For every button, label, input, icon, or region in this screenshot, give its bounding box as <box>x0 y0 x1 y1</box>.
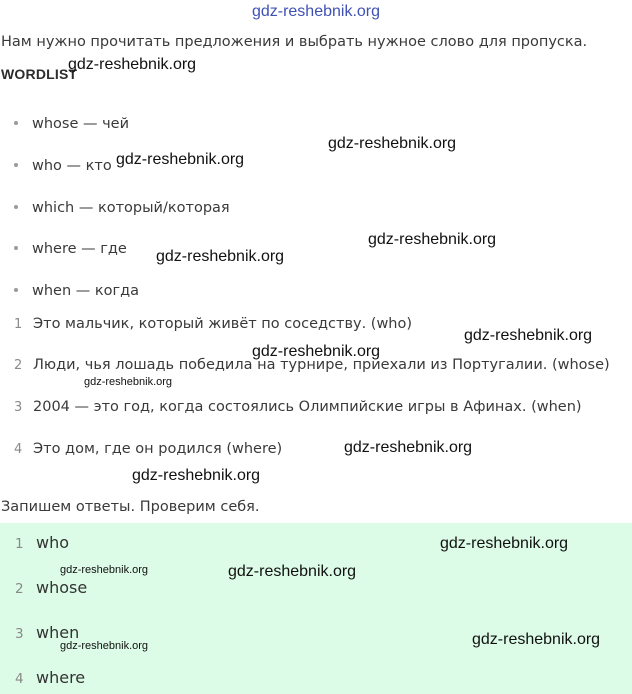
wordlist-item-text: where — где <box>32 241 127 257</box>
wordlist-item-text: which — который/которая <box>32 200 230 216</box>
wordlist-item <box>14 241 127 257</box>
answer-item <box>15 668 85 687</box>
bullet-icon <box>14 246 18 250</box>
answer-text: when <box>36 623 80 642</box>
watermark: gdz-reshebnik.org <box>328 135 457 152</box>
watermark: gdz-reshebnik.org <box>60 564 149 576</box>
intro-text: Нам нужно прочитать предложения и выбрать нужное слово для пропуска. <box>1 34 588 50</box>
answer-number: 3 <box>15 626 24 642</box>
answer-number: 1 <box>15 536 24 552</box>
sentence-text: 2004 — это год, когда состоялись Олимпийские игры в Афинах. (when) <box>33 399 582 415</box>
watermark: gdz-reshebnik.org <box>84 376 173 388</box>
watermark: gdz-reshebnik.org <box>156 248 285 265</box>
wordlist-heading: WORDLIST <box>1 66 78 82</box>
watermark: gdz-reshebnik.org <box>132 467 261 484</box>
bullet-icon <box>14 121 18 125</box>
sentence-number: 3 <box>14 400 23 415</box>
answer-item <box>15 533 69 552</box>
watermark: gdz-reshebnik.org <box>440 535 569 552</box>
watermark: gdz-reshebnik.org <box>368 231 497 248</box>
sentence-text: Это мальчик, который живёт по соседству. (who) <box>33 316 413 332</box>
watermark: gdz-reshebnik.org <box>60 640 149 652</box>
answer-number: 4 <box>15 671 24 687</box>
answer-text: who <box>36 533 70 552</box>
wordlist-item-text: who — кто <box>32 158 112 174</box>
watermark: gdz-reshebnik.org <box>252 343 381 360</box>
sentence-item <box>14 441 282 457</box>
watermark: gdz-reshebnik.org <box>68 56 197 73</box>
sentence-text: Люди, чья лошадь победила на турнире, приехали из Португалии. (whose) <box>33 357 610 373</box>
answer-text: where <box>36 668 86 687</box>
watermark: gdz-reshebnik.org <box>464 327 593 344</box>
bullet-icon <box>14 205 18 209</box>
bullet-icon <box>14 163 18 167</box>
sentence-number: 2 <box>14 358 23 373</box>
wordlist-item <box>14 158 112 174</box>
wordlist-item-text: when — когда <box>32 283 140 299</box>
answer-text: whose <box>36 578 88 597</box>
sentence-item <box>14 316 412 332</box>
watermark: gdz-reshebnik.org <box>116 151 245 168</box>
wordlist-item <box>14 200 230 216</box>
wordlist-item <box>14 116 129 132</box>
sentence-item <box>14 399 582 415</box>
bullet-icon <box>14 288 18 292</box>
watermark: gdz-reshebnik.org <box>472 631 601 648</box>
answer-number: 2 <box>15 581 24 597</box>
watermark: gdz-reshebnik.org <box>228 563 357 580</box>
wordlist-item <box>14 283 139 299</box>
answers-intro: Запишем ответы. Проверим себя. <box>1 499 260 515</box>
header-watermark: gdz-reshebnik.org <box>251 3 381 20</box>
watermark: gdz-reshebnik.org <box>344 439 473 456</box>
sentence-text: Это дом, где он родился (where) <box>33 441 283 457</box>
sentence-number: 1 <box>14 317 23 332</box>
wordlist-item-text: whose — чей <box>32 116 130 132</box>
answer-item <box>15 578 87 597</box>
sentence-number: 4 <box>14 442 23 457</box>
